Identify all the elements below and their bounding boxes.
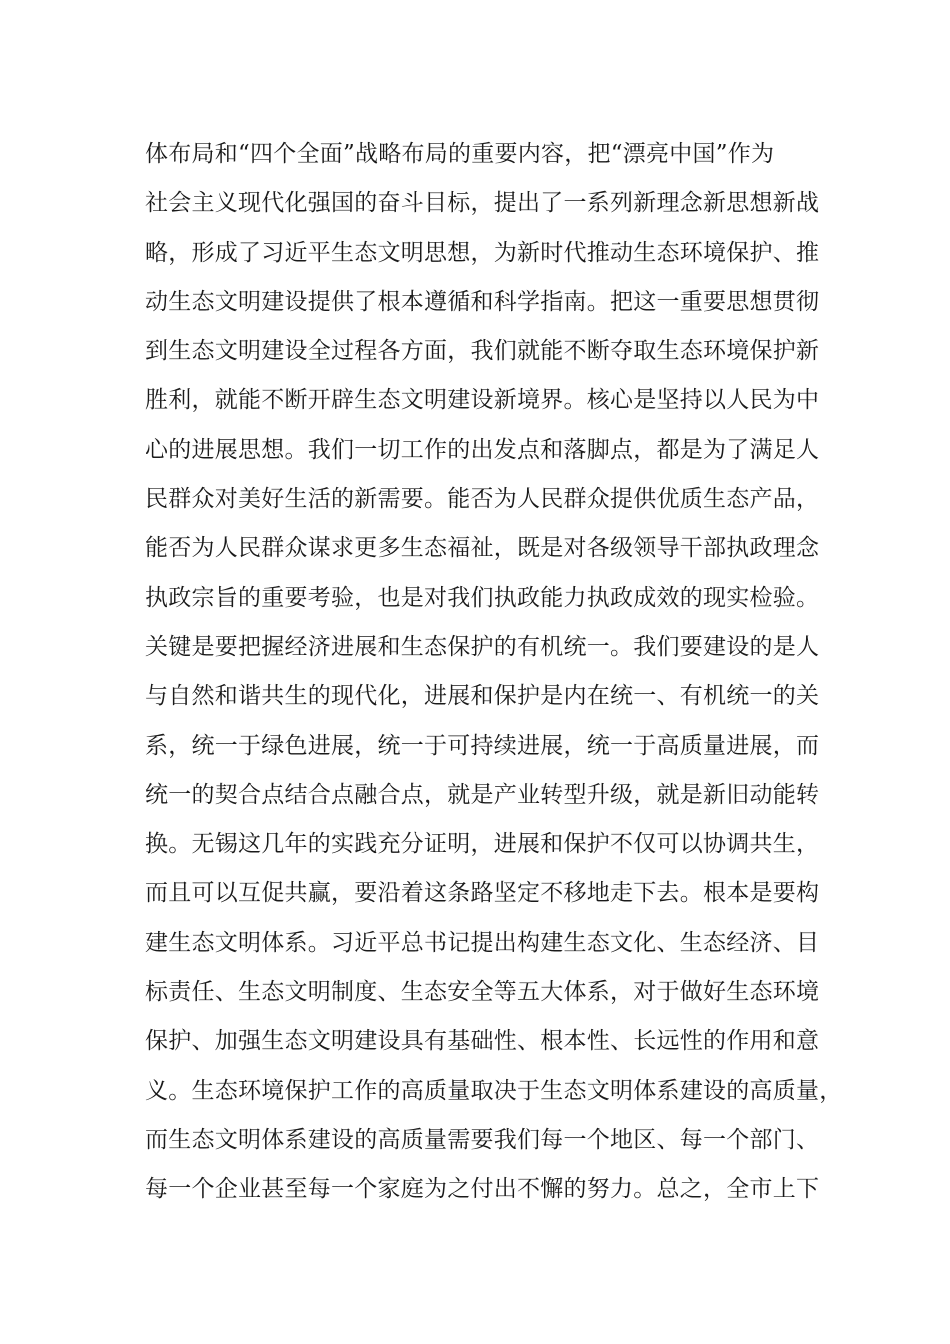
text-line: 胜利，就能不断开辟生态文明建设新境界。核心是坚持以人民为中 <box>145 387 820 414</box>
text-line: 社会主义现代化强国的奋斗目标，提出了一系列新理念新思想新战 <box>145 190 820 217</box>
text-line: 能否为人民群众谋求更多生态福祉，既是对各级领导干部执政理念 <box>145 535 820 562</box>
text-line: 标责任、生态文明制度、生态安全等五大体系，对于做好生态环境 <box>145 979 820 1006</box>
text-line: 动生态文明建设提供了根本遵循和科学指南。把这一重要思想贯彻 <box>145 288 820 315</box>
text-line: 而且可以互促共赢，要沿着这条路坚定不移地走下去。根本是要构 <box>145 880 820 907</box>
text-line: 义。生态环境保护工作的高质量取决于生态文明体系建设的高质量， <box>145 1077 843 1104</box>
text-line: 统一的契合点结合点融合点，就是产业转型升级，就是新旧动能转 <box>145 781 820 808</box>
text-line: 系，统一于绿色进展，统一于可持续进展，统一于高质量进展，而 <box>145 732 820 759</box>
text-line: 执政宗旨的重要考验，也是对我们执政能力执政成效的现实检验。 <box>145 584 820 611</box>
text-line: 而生态文明体系建设的高质量需要我们每一个地区、每一个部门、 <box>145 1126 820 1153</box>
text-line: 到生态文明建设全过程各方面，我们就能不断夺取生态环境保护新 <box>145 338 820 365</box>
text-line: 民群众对美好生活的新需要。能否为人民群众提供优质生态产品， <box>145 486 820 513</box>
text-line: 与自然和谐共生的现代化，进展和保护是内在统一、有机统一的关 <box>145 683 820 710</box>
text-line: 体布局和“四个全面”战略布局的重要内容，把“漂亮中国”作为 <box>145 141 775 167</box>
text-line: 心的进展思想。我们一切工作的出发点和落脚点，都是为了满足人 <box>145 436 820 463</box>
text-line: 换。无锡这几年的实践充分证明，进展和保护不仅可以协调共生， <box>145 831 820 858</box>
text-line: 略，形成了习近平生态文明思想，为新时代推动生态环境保护、推 <box>145 239 820 266</box>
text-line: 关键是要把握经济进展和生态保护的有机统一。我们要建设的是人 <box>145 633 820 660</box>
text-line: 建生态文明体系。习近平总书记提出构建生态文化、生态经济、目 <box>145 929 820 956</box>
body-text <box>145 136 843 1221</box>
text-line: 每一个企业甚至每一个家庭为之付出不懈的努力。总之，全市上下 <box>145 1176 820 1203</box>
text-line: 保护、加强生态文明建设具有基础性、根本性、长远性的作用和意 <box>145 1028 820 1055</box>
